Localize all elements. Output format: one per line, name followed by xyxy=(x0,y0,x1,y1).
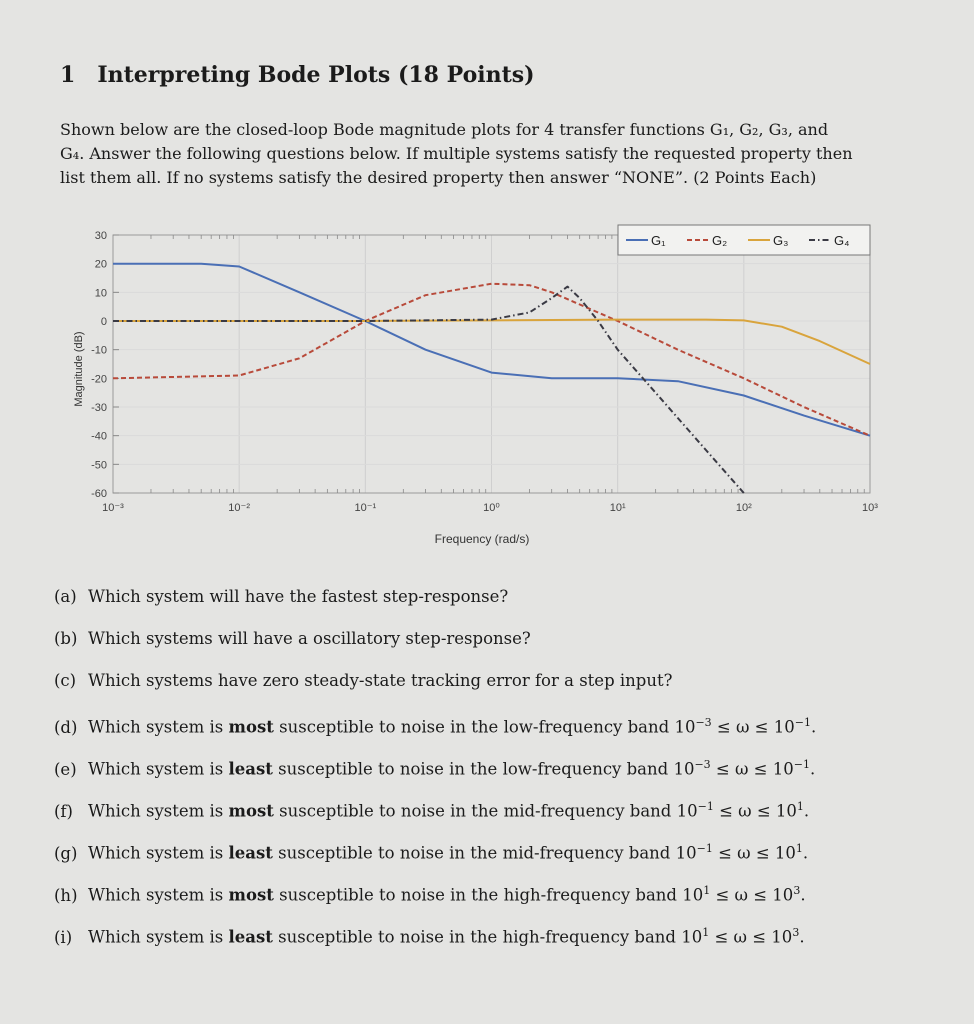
inequality: ≤ ω ≤ 10 xyxy=(710,759,794,779)
y-tick-label: -60 xyxy=(91,488,107,500)
legend xyxy=(618,225,870,255)
question-label: (f) xyxy=(54,801,73,821)
intro-line: G₄. Answer the following questions below. If multiple systems satisfy the requested property then xyxy=(60,144,853,163)
legend-label-g2: G₂ xyxy=(712,233,728,248)
question-text: susceptible to noise in the low-frequency band 10 xyxy=(279,717,696,737)
x-axis-label: Frequency (rad/s) xyxy=(434,532,530,546)
period: . xyxy=(810,717,817,737)
exponent: −1 xyxy=(697,800,714,813)
question-text: susceptible to noise in the low-frequency band 10 xyxy=(278,759,695,779)
exponent: 1 xyxy=(796,800,804,813)
exponent: −3 xyxy=(695,716,712,729)
question-label: (a) xyxy=(54,587,77,606)
legend-label-g3: G₃ xyxy=(773,233,789,248)
question-text: Which system will have the fastest step-response? xyxy=(88,587,509,606)
question-item xyxy=(54,753,934,795)
y-tick-label: -10 xyxy=(91,344,107,357)
question-keyword: least xyxy=(228,927,273,947)
question-list xyxy=(54,585,934,963)
question-label: (h) xyxy=(54,885,78,905)
question-item xyxy=(54,795,934,837)
exponent: −3 xyxy=(694,758,711,771)
bode-magnitude-plot xyxy=(40,205,920,555)
question-text: Which systems will have a oscillatory step-response? xyxy=(88,629,531,648)
y-tick-label: 20 xyxy=(94,258,107,271)
exponent: 1 xyxy=(702,926,710,939)
y-tick-label: -40 xyxy=(91,430,107,443)
question-keyword: most xyxy=(228,885,274,905)
period: . xyxy=(802,843,809,863)
question-text: susceptible to noise in the high-frequency band 10 xyxy=(279,885,704,905)
question-keyword: most xyxy=(228,717,274,737)
question-label: (b) xyxy=(54,629,78,648)
period: . xyxy=(800,885,806,905)
question-label: (c) xyxy=(54,671,77,690)
y-tick-label: -50 xyxy=(91,459,107,472)
intro-line: list them all. If no systems satisfy the desired property then answer “NONE”. (2 Points Each) xyxy=(60,168,817,187)
section-heading xyxy=(60,62,535,88)
question-label: (d) xyxy=(54,717,78,737)
question-label: (e) xyxy=(54,759,77,779)
y-tick-label: -30 xyxy=(91,402,107,414)
inequality: ≤ ω ≤ 10 xyxy=(709,927,793,947)
question-text: Which system is xyxy=(88,717,224,737)
question-item xyxy=(54,627,934,669)
x-tick-label: 10¹ xyxy=(609,502,626,514)
legend-label-g1: G₁ xyxy=(651,233,666,248)
exponent: −1 xyxy=(793,758,810,771)
section-number: 1 xyxy=(60,62,76,88)
question-text: susceptible to noise in the mid-frequency band 10 xyxy=(278,843,697,863)
section-title: Interpreting Bode Plots (18 Points) xyxy=(97,62,535,88)
intro-line: Shown below are the closed-loop Bode magnitude plots for 4 transfer functions G₁, G₂, G₃, and xyxy=(60,120,829,139)
y-tick-label: -20 xyxy=(91,373,107,386)
period: . xyxy=(809,759,816,779)
exponent: 3 xyxy=(793,884,801,897)
question-text: Which system is xyxy=(88,801,224,821)
question-text: susceptible to noise in the high-frequency band 10 xyxy=(278,927,703,947)
question-keyword: most xyxy=(228,801,274,821)
question-text: Which system is xyxy=(88,927,224,947)
question-text: Which systems have zero steady-state tracking error for a step input? xyxy=(88,671,673,690)
intro-paragraph xyxy=(60,118,910,190)
y-tick-label: 10 xyxy=(94,287,107,300)
question-item xyxy=(54,879,934,921)
exponent: 1 xyxy=(703,884,711,897)
question-keyword: least xyxy=(228,843,273,863)
question-label: (g) xyxy=(54,843,78,863)
inequality: ≤ ω ≤ 10 xyxy=(713,801,797,821)
question-keyword: least xyxy=(228,759,273,779)
exponent: 1 xyxy=(795,842,803,855)
period: . xyxy=(799,927,805,947)
question-item xyxy=(54,921,934,963)
question-text: Which system is xyxy=(88,885,224,905)
inequality: ≤ ω ≤ 10 xyxy=(710,885,794,905)
y-axis-label: Magnitude (dB) xyxy=(73,331,85,407)
exponent: −1 xyxy=(794,716,811,729)
axis-ticks xyxy=(91,230,878,514)
question-text: Which system is xyxy=(88,843,224,863)
inequality: ≤ ω ≤ 10 xyxy=(711,717,795,737)
exponent: −1 xyxy=(696,842,713,855)
question-item xyxy=(54,585,934,627)
y-tick-label: 30 xyxy=(94,230,107,242)
period: . xyxy=(803,801,810,821)
x-tick-label: 10⁻² xyxy=(228,502,251,514)
legend-label-g4: G₄ xyxy=(834,233,850,248)
x-tick-label: 10⁰ xyxy=(483,502,500,514)
question-text: susceptible to noise in the mid-frequency band 10 xyxy=(279,801,698,821)
x-tick-label: 10⁻¹ xyxy=(354,502,377,514)
plot-grid xyxy=(113,235,870,493)
question-text: Which system is xyxy=(88,759,224,779)
x-tick-label: 10³ xyxy=(862,502,878,514)
question-item xyxy=(54,669,934,711)
question-item xyxy=(54,837,934,879)
y-tick-label: 0 xyxy=(100,316,107,328)
question-label: (i) xyxy=(54,927,73,947)
x-tick-label: 10⁻³ xyxy=(102,502,124,514)
inequality: ≤ ω ≤ 10 xyxy=(712,843,796,863)
x-tick-label: 10² xyxy=(735,502,752,514)
series-g4-line xyxy=(113,287,744,493)
question-item xyxy=(54,711,934,753)
exponent: 3 xyxy=(792,926,800,939)
